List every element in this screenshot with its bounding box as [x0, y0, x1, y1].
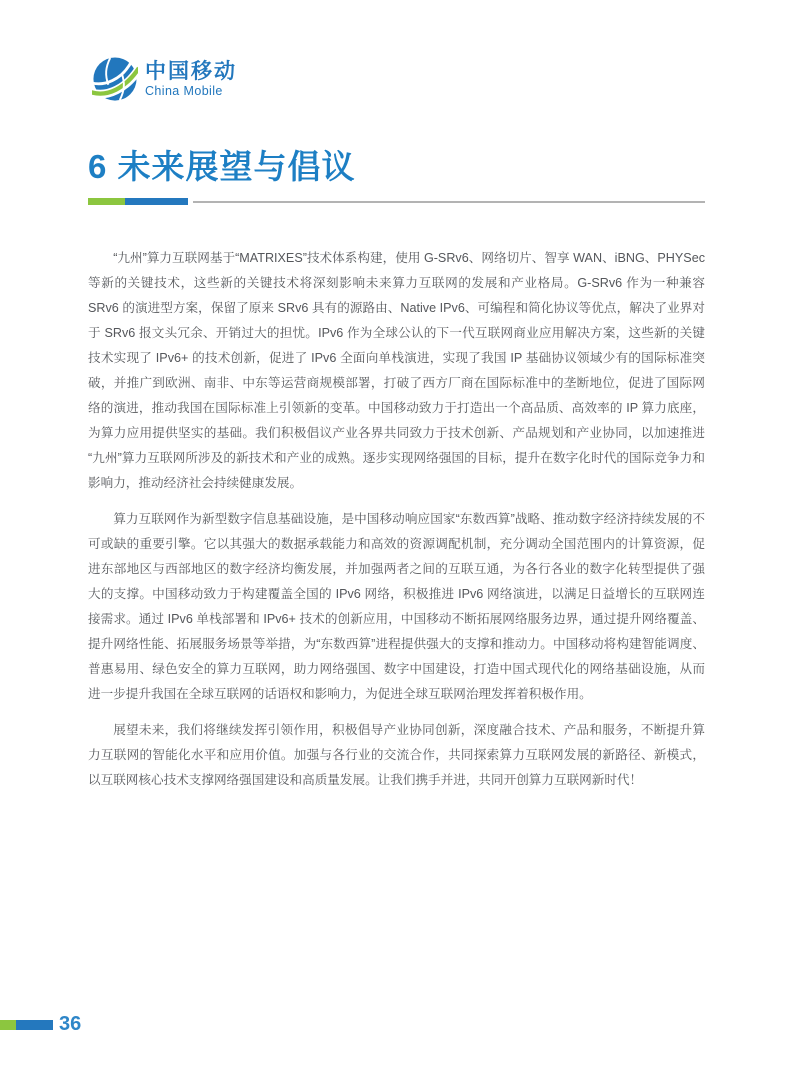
- underline-green-segment: [88, 198, 125, 205]
- china-mobile-globe-icon: [92, 56, 138, 102]
- body-text: [88, 246, 705, 793]
- underline-gray-line: [193, 201, 705, 203]
- footer-accent-bar: [0, 1020, 53, 1030]
- paragraph-3: 展望未来，我们将继续发挥引领作用，积极倡导产业协同创新，深度融合技术、产品和服务，不断提升算力互联网的智能化水平和应用价值。加强与各行业的交流合作，共同探索算力互联网发展的新路径、新模式，以互联网核心技术支撑网络强国建设和高质量发展。让我们携手并进，共同开创算力互联网新时代！: [88, 723, 705, 787]
- underline-blue-segment: [125, 198, 188, 205]
- logo-text-block: [145, 61, 237, 98]
- footer-blue-segment: [16, 1020, 53, 1030]
- footer-green-segment: [0, 1020, 16, 1030]
- china-mobile-logo: [92, 56, 237, 102]
- title-underline: [88, 198, 705, 205]
- logo-text-en: China Mobile: [145, 83, 223, 98]
- paragraph-1: “九州”算力互联网基于“MATRIXES”技术体系构建，使用 G-SRv6、网络切片、智享 WAN、iBNG、PHYSec 等新的关键技术，这些新的关键技术将深刻影响未来算力互联网的发展和产业格局。G-SRv6 作为一种兼容 SRv6 的演进型方案，保留了原来 SRv6 具有的源路由、Native IPv6、可编程和简化协议等优点，解决了业界对于 SRv6 报文头冗余、开销过大的担忧。IPv6 作为全球公认的下一代互联网商业应用解决方案，这些新的关键技术实现了 IPv6+ 的技术创新，促进了 IPv6 全面向单栈演进，实现了我国 IP 基础协议领域少有的国际标准突破，并推广到欧洲、南非、中东等运营商规模部署，打破了西方厂商在国际标准中的垄断地位，促进了国际网络的演进，推动我国在国际标准上引领新的变革。中国移动致力于打造出一个高品质、高效率的 IP 算力底座，为算力应用提供坚实的基础。我们积极倡议产业各界共同致力于技术创新、产品规划和产业协同，以加速推进“九州”算力互联网所涉及的新技术和产业的成熟。逐步实现网络强国的目标，提升在数字化时代的国际竞争力和影响力，推动经济社会持续健康发展。: [88, 251, 705, 490]
- page-number: 36: [59, 1013, 82, 1035]
- section-title: 6 未来展望与倡议: [88, 148, 356, 185]
- logo-text-cn: 中国移动: [145, 59, 237, 83]
- paragraph-2: 算力互联网作为新型数字信息基础设施，是中国移动响应国家“东数西算”战略、推动数字经济持续发展的不可或缺的重要引擎。它以其强大的数据承载能力和高效的资源调配机制，充分调动全国范围内的计算资源，促进东部地区与西部地区的数字经济均衡发展，并加强两者之间的互联互通，为各行各业的数字化转型提供了强大的支撑。中国移动致力于构建覆盖全国的 IPv6 网络，积极推进 IPv6 网络演进，以满足日益增长的互联网连接需求。通过 IPv6 单栈部署和 IPv6+ 技术的创新应用，中国移动不断拓展网络服务边界，通过提升网络覆盖、提升网络性能、拓展服务场景等举措，为“东数西算”进程提供强大的支撑和推动力。中国移动将构建智能调度、普惠易用、绿色安全的算力互联网，助力网络强国、数字中国建设，打造中国式现代化的网络基础设施，从而进一步提升我国在全球互联网的话语权和影响力，为促进全球互联网治理发挥着积极作用。: [88, 512, 705, 701]
